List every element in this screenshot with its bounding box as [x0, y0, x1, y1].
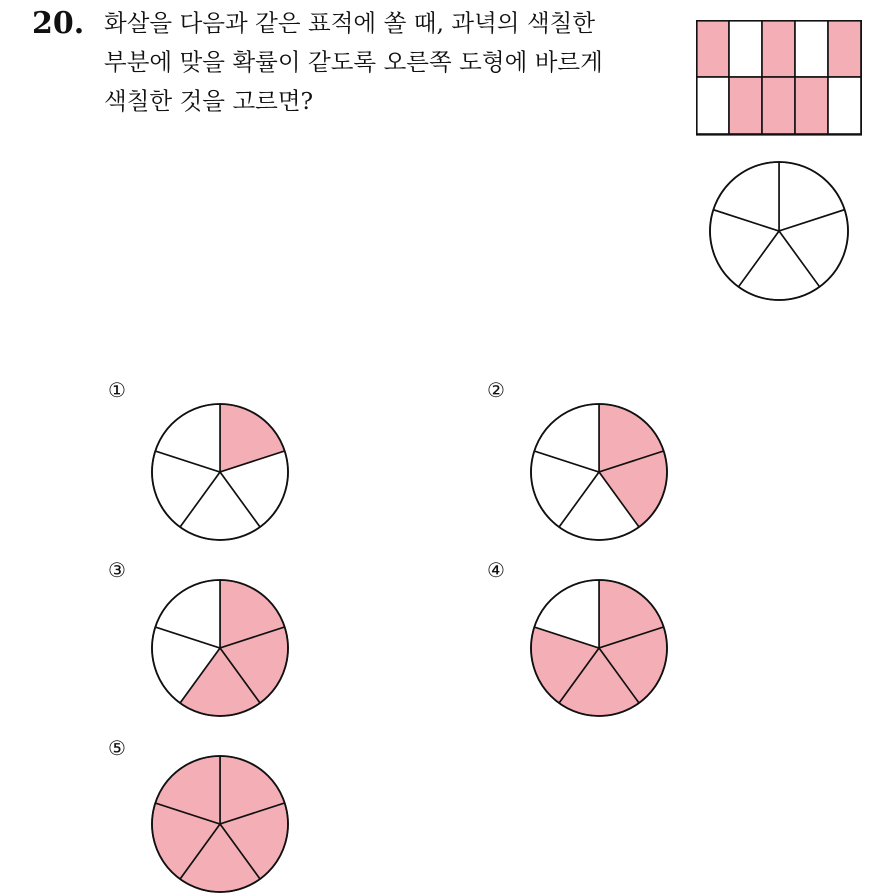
question-line-2: 부분에 맞을 확률이 같도록 오른쪽 도형에 바르게 [104, 48, 603, 76]
board-cell [729, 77, 762, 134]
target-board [696, 20, 862, 138]
option-2-label[interactable]: ② [487, 378, 505, 402]
board-cell [795, 77, 828, 134]
question-number: 20. [32, 6, 85, 41]
question-text [104, 4, 664, 121]
option-4-label[interactable]: ④ [487, 558, 505, 582]
board-cell [828, 77, 861, 134]
option-2-pie[interactable] [529, 402, 669, 542]
option-5-pie[interactable] [150, 754, 290, 894]
question-line-3: 색칠한 것을 고르면? [104, 87, 314, 115]
board-cell [729, 20, 762, 77]
option-4-pie[interactable] [529, 578, 669, 718]
option-1-label[interactable]: ① [108, 378, 126, 402]
option-5-label[interactable]: ⑤ [108, 736, 126, 760]
option-3-pie[interactable] [150, 578, 290, 718]
option-1-pie[interactable] [150, 402, 290, 542]
question-line-1: 화살을 다음과 같은 표적에 쏠 때, 과녁의 색칠한 [104, 9, 596, 37]
board-cell [696, 20, 729, 77]
board-cell [828, 20, 861, 77]
blank-circle-figure [708, 160, 850, 302]
option-3-label[interactable]: ③ [108, 558, 126, 582]
board-cell [762, 20, 795, 77]
board-cell [696, 77, 729, 134]
board-cell [795, 20, 828, 77]
board-cell [762, 77, 795, 134]
